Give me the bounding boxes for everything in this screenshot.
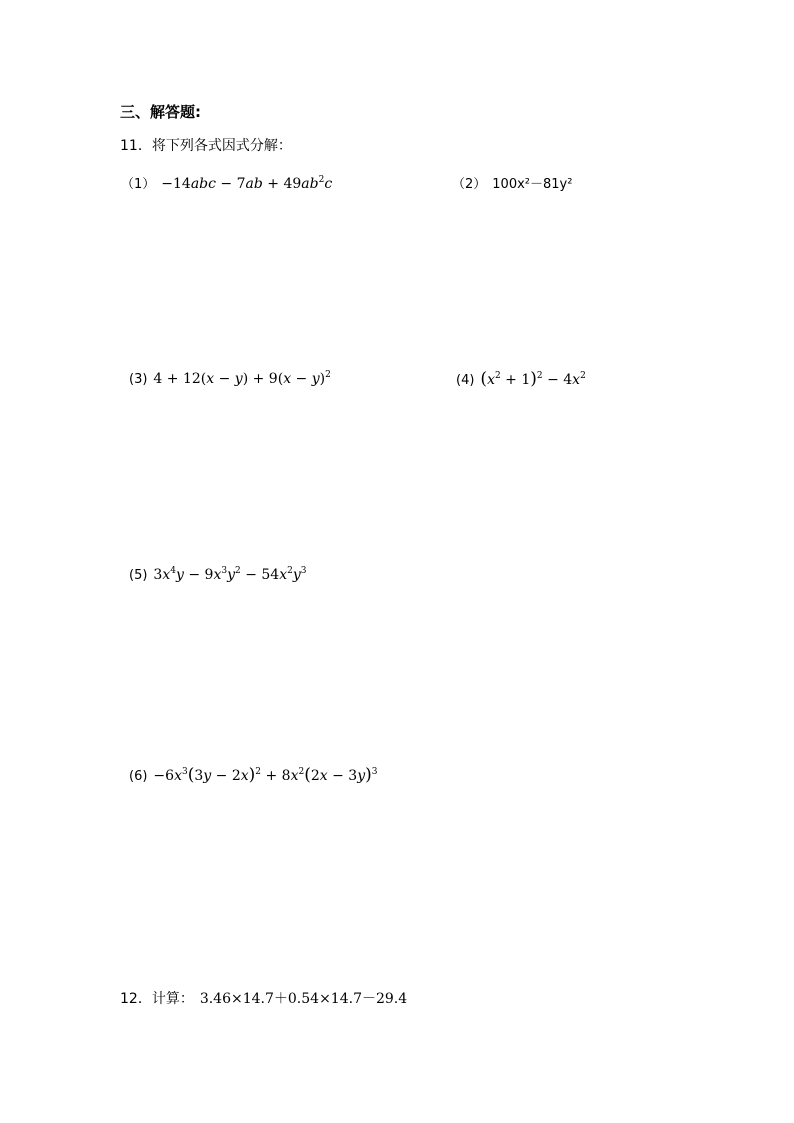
q11-part-5-expression: $3x^4y - 9x^3y^2 - 54x^2y^3$: [153, 566, 307, 583]
question-11-stem: 11．将下列各式因式分解：: [120, 138, 292, 154]
question-12: [120, 988, 407, 1008]
q11-part-3: [129, 371, 331, 387]
q11-part-2: [452, 173, 572, 192]
q11-part-2-expression: 100x²－81y²: [492, 177, 573, 192]
q11-part-3-expression: $4 + 12(x - y) + 9(x - y)^2$: [153, 370, 331, 387]
question-12-expression: 3.46×14.7＋0.54×14.7－29.4: [199, 991, 408, 1007]
q11-part-6-expression: $-6x^3(3y - 2x)^2 + 8x^2(2x - 3y)^3$: [153, 765, 378, 785]
q11-part-1-expression: $-14abc - 7ab + 49ab^2c$: [161, 175, 333, 192]
q11-part-6-label: (6): [129, 769, 148, 784]
q11-part-3-label: (3): [129, 372, 148, 387]
question-12-stem: 12．计算：: [120, 991, 194, 1007]
section-title: 三、解答题:: [120, 103, 201, 121]
q11-part-2-label: （2）: [452, 177, 487, 192]
q11-part-4-label: (4): [456, 373, 475, 388]
q11-part-6: [129, 765, 378, 785]
q11-part-5: [129, 567, 307, 583]
q11-part-4: [456, 369, 586, 389]
q11-part-4-expression: $(x^2 + 1)^2 - 4x^2$: [480, 369, 586, 389]
q11-part-5-label: (5): [129, 568, 148, 583]
q11-part-1: [121, 173, 332, 192]
q11-part-1-label: （1）: [121, 177, 156, 192]
